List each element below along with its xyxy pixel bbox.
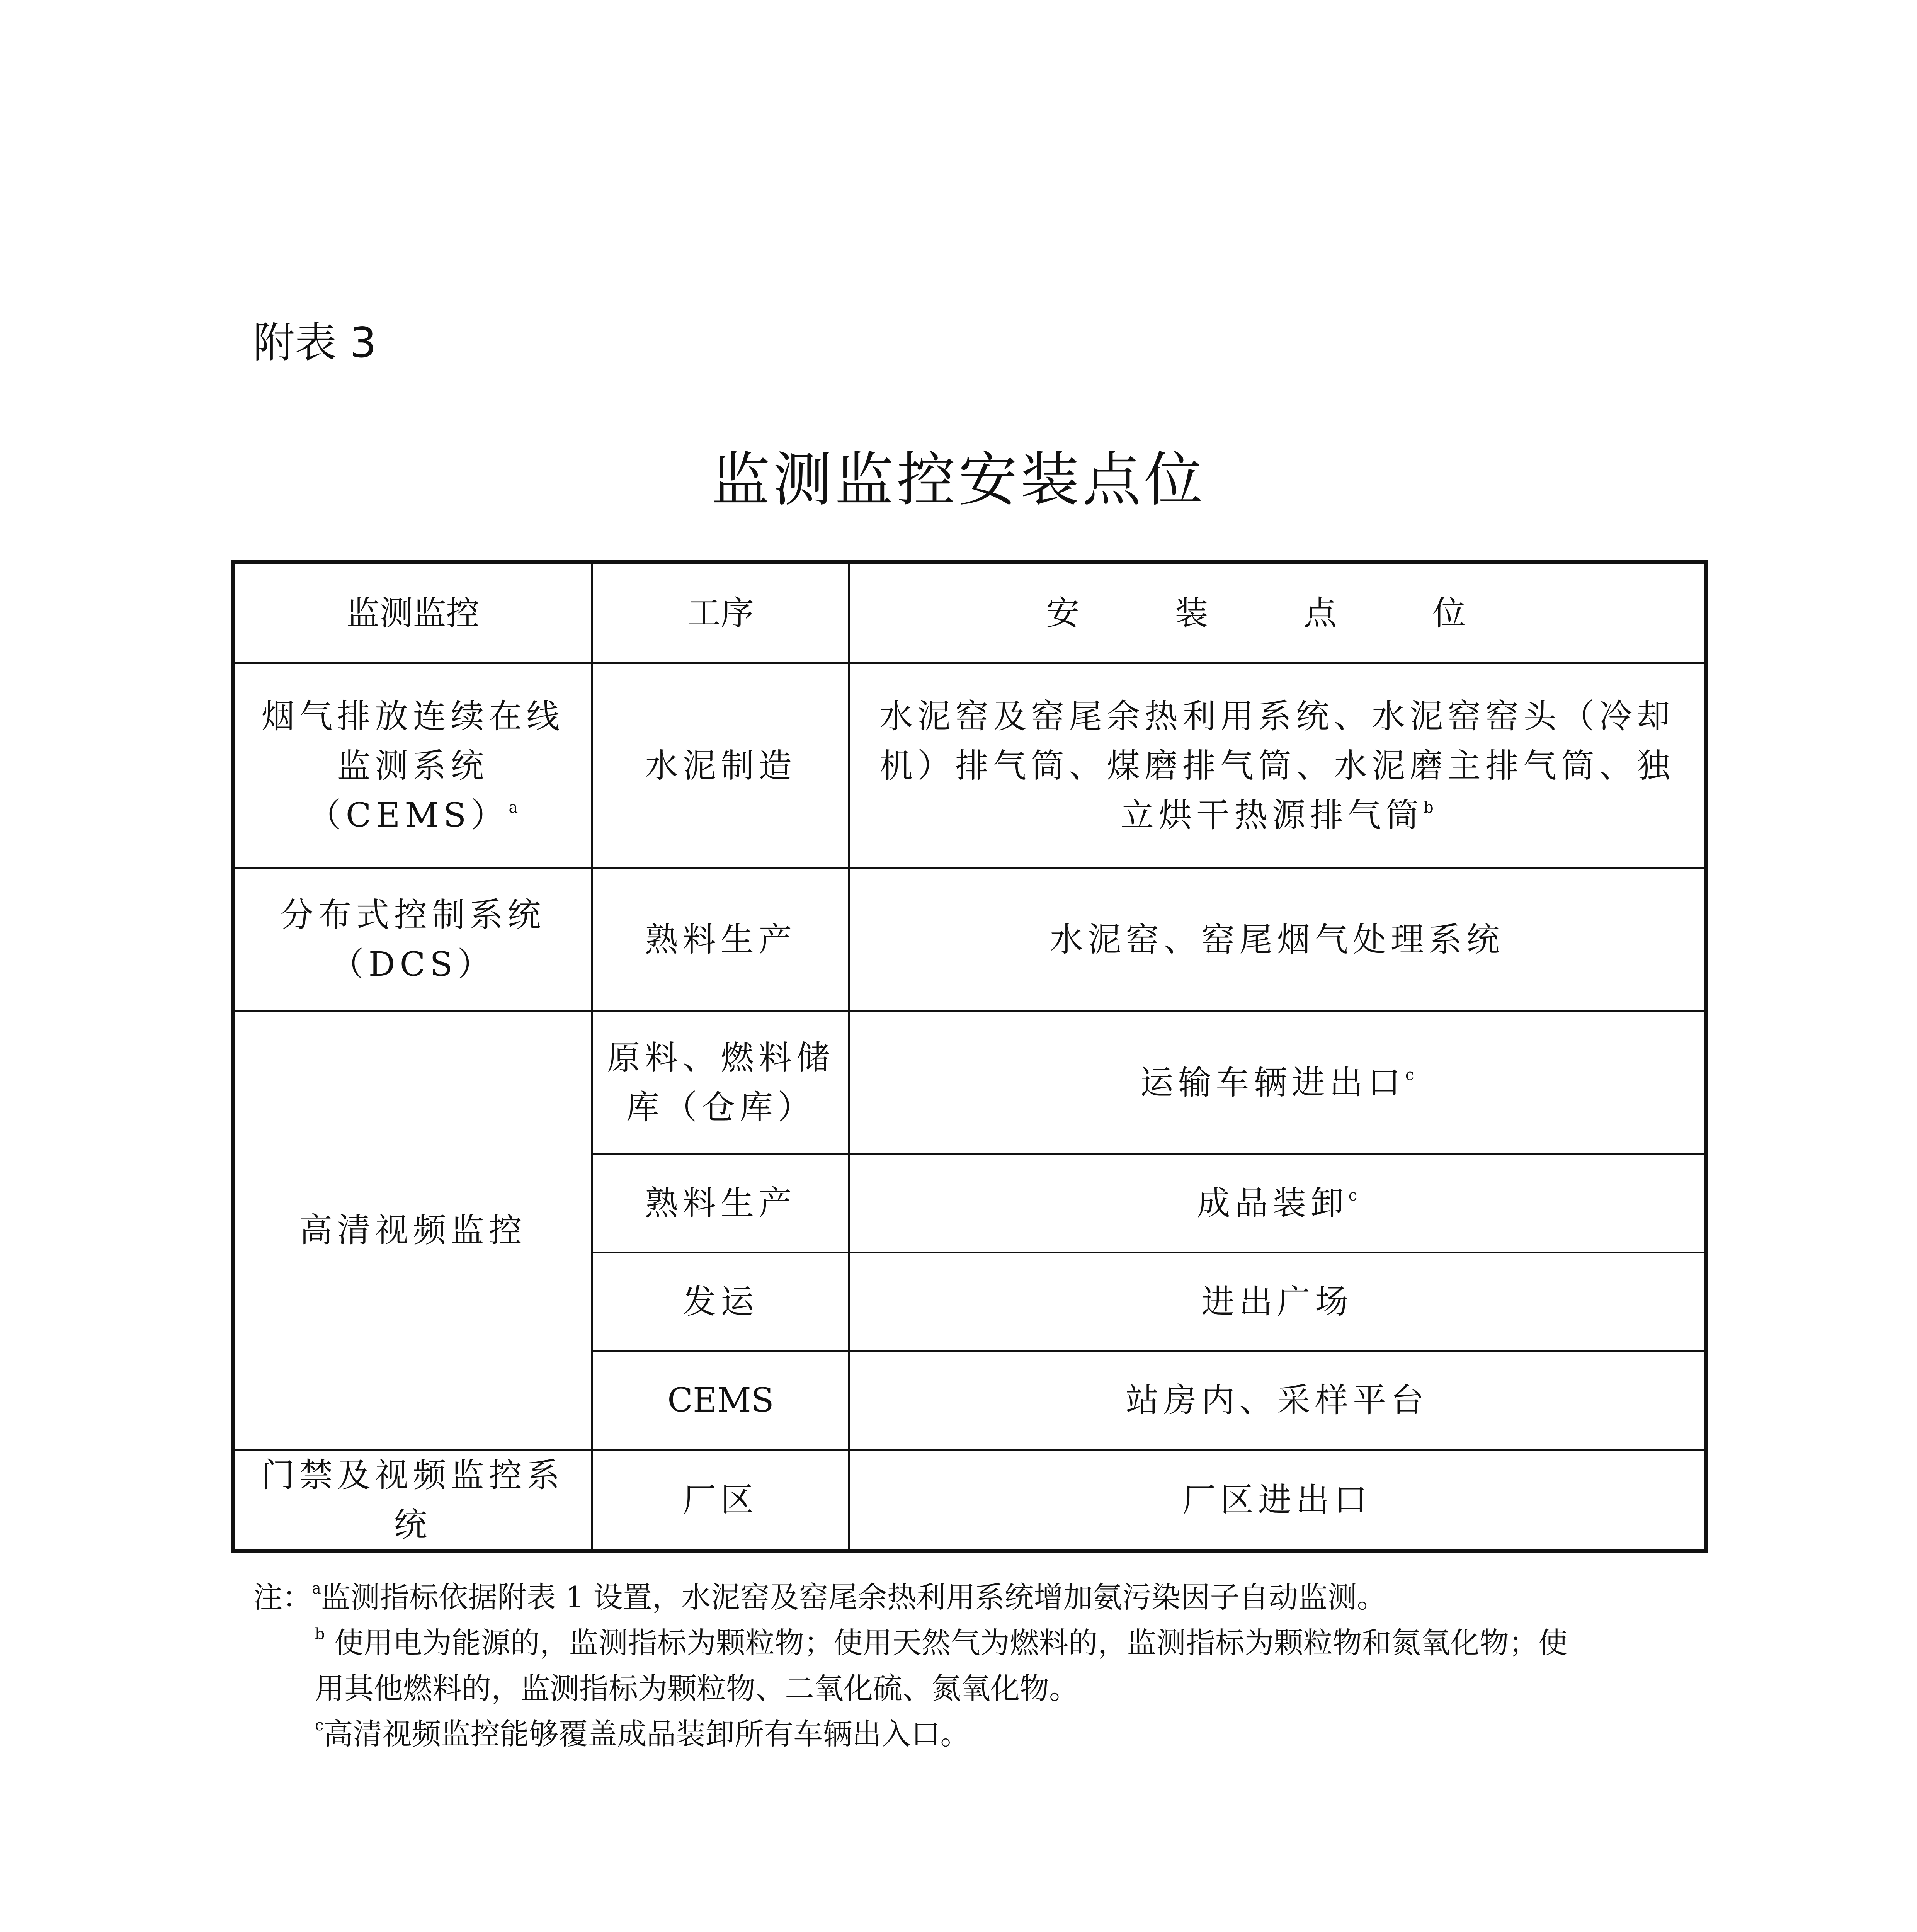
cell-location: 水泥窑及窑尾余热利用系统、水泥窑窑头（冷却机）排气筒、煤磨排气筒、水泥磨主排气筒、独立烘干热源排气筒$^b$ xyxy=(849,663,1706,868)
footnote-mark: a xyxy=(509,798,518,816)
cell-location: 站房内、采样平台 xyxy=(849,1351,1706,1450)
cell-process: 熟料生产 xyxy=(592,1154,849,1253)
footnote-b: $^b$ 使用电为能源的，监测指标为颗粒物；使用天然气为燃料的，监测指标为颗粒物和氮氧化物；使 xyxy=(315,1625,1568,1660)
footnotes xyxy=(253,1575,1706,1757)
cell-process: 发运 xyxy=(592,1253,849,1351)
table-row xyxy=(233,1011,1706,1154)
cell-location: 成品装卸$^c$ xyxy=(849,1154,1706,1253)
cell-location: 运输车辆进出口$^c$ xyxy=(849,1011,1706,1154)
cell-process: CEMS xyxy=(592,1351,849,1450)
header-process: 工序 xyxy=(592,562,849,663)
cell-location: 厂区进出口 xyxy=(849,1450,1706,1551)
cell-process: 原料、燃料储库（仓库） xyxy=(592,1011,849,1154)
footnote-a: 注：$^a$监测指标依据附表 1 设置，水泥窑及窑尾余热利用系统增加氨污染因子自动监测。 xyxy=(253,1580,1386,1614)
cell-location: 进出广场 xyxy=(849,1253,1706,1351)
footnote-c: $^c$高清视频监控能够覆盖成品装卸所有车辆出入口。 xyxy=(315,1716,970,1751)
footnote-mark: c xyxy=(1405,1066,1414,1084)
cell-monitor: 门禁及视频监控系统 xyxy=(233,1450,592,1551)
cell-monitor: 高清视频监控 xyxy=(233,1011,592,1450)
cell-monitor: 分布式控制系统（DCS） xyxy=(233,868,592,1011)
page-title: 监测监控安装点位 xyxy=(711,446,1206,514)
cell-process: 厂区 xyxy=(592,1450,849,1551)
table-header-row xyxy=(233,562,1706,663)
table-row xyxy=(233,868,1706,1011)
header-monitor: 监测监控 xyxy=(233,562,592,663)
cell-monitor: 烟气排放连续在线监测系统（CEMS）$^a$ xyxy=(233,663,592,868)
header-location: 安 装 点 位 xyxy=(849,562,1706,663)
footnote-b-continued: 用其他燃料的，监测指标为颗粒物、二氧化硫、氮氧化物。 xyxy=(315,1671,1078,1706)
monitoring-table xyxy=(231,560,1708,1553)
cell-process: 水泥制造 xyxy=(592,663,849,868)
table-row xyxy=(233,1450,1706,1551)
footnote-mark: c xyxy=(1348,1187,1357,1204)
appendix-label: 附表 3 xyxy=(253,319,377,367)
table-row xyxy=(233,663,1706,868)
cell-location: 水泥窑、窑尾烟气处理系统 xyxy=(849,868,1706,1011)
footnote-mark: b xyxy=(1424,798,1434,816)
cell-process: 熟料生产 xyxy=(592,868,849,1011)
